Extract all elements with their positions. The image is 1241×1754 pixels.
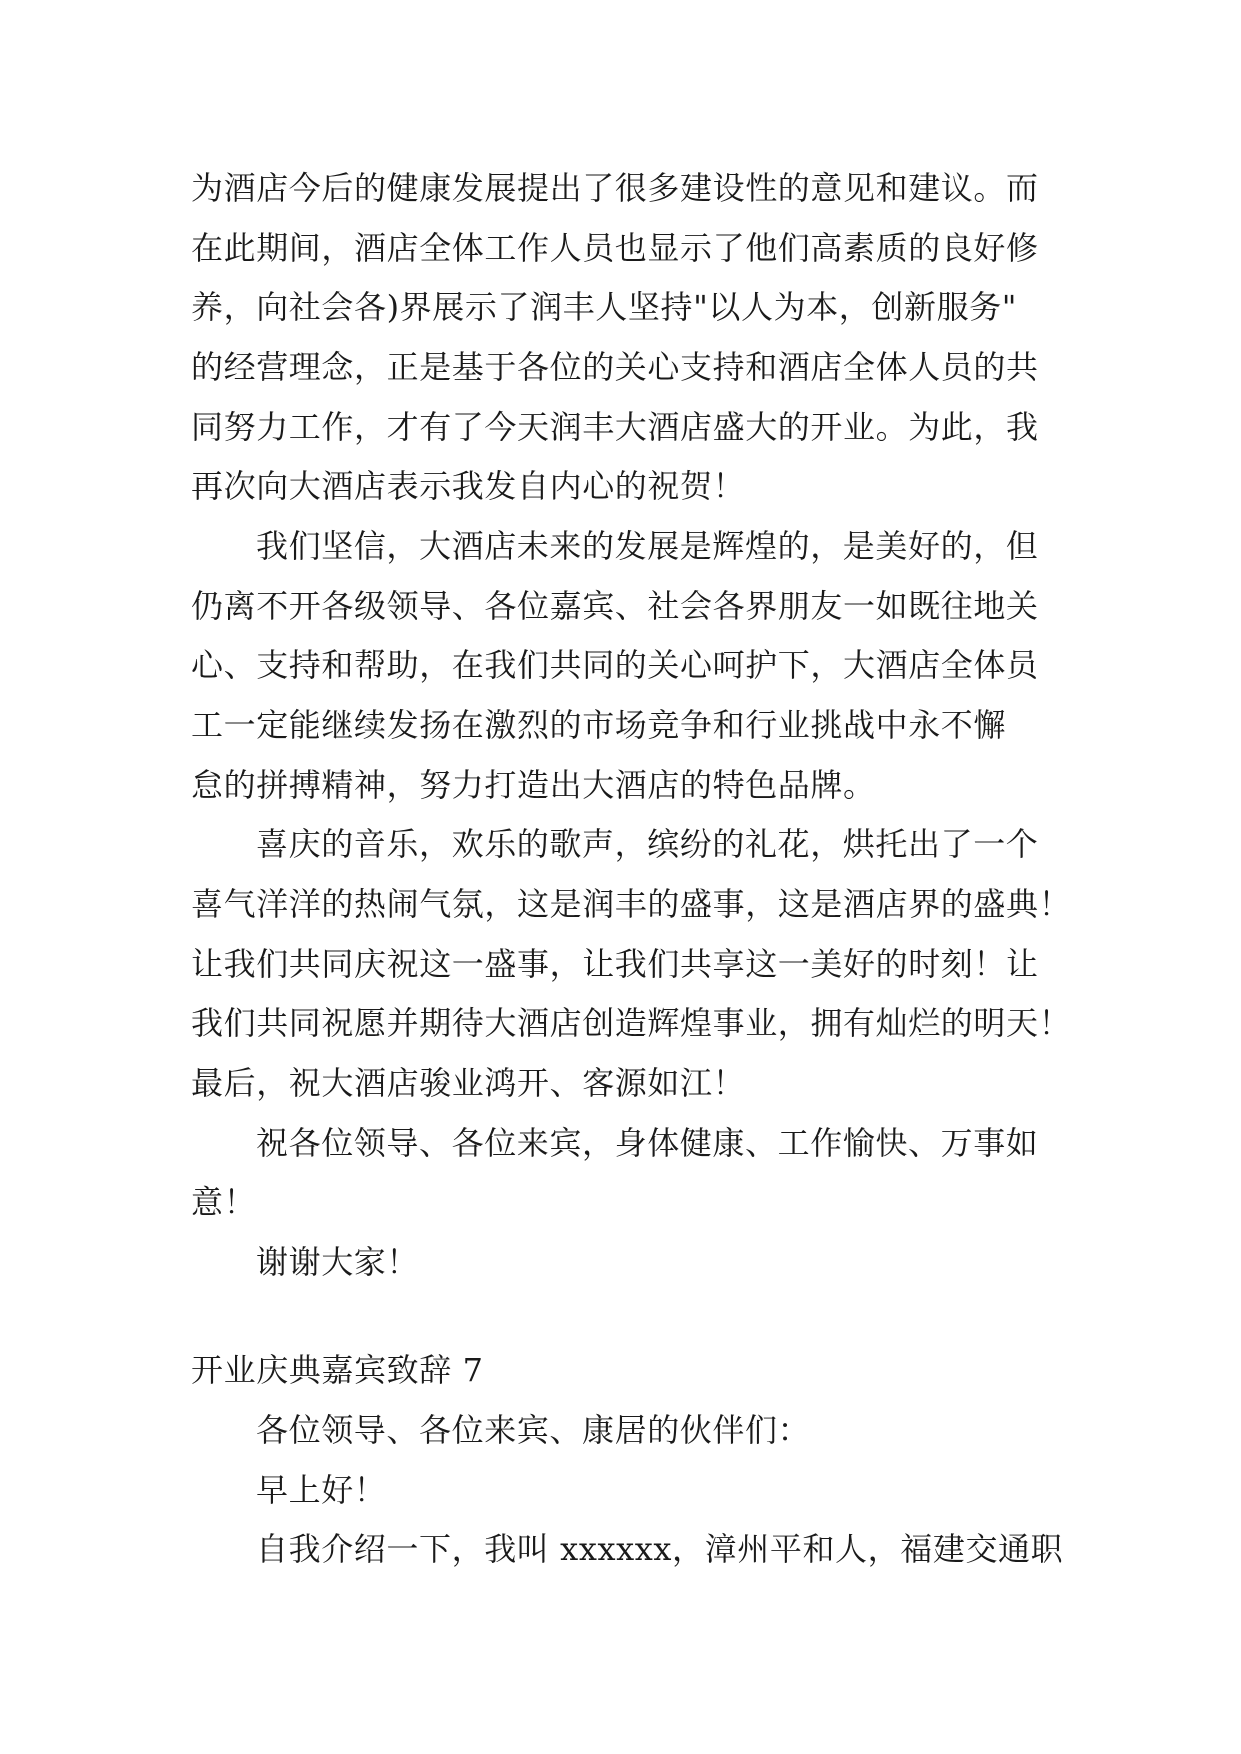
body-line: 最后，祝大酒店骏业鸿开、客源如江！: [191, 1064, 746, 1102]
body-line: 让我们共同庆祝这一盛事，让我们共享这一美好的时刻！让: [191, 945, 1039, 983]
body-line: 意！: [191, 1183, 257, 1221]
paragraph-first-line: 自我介绍一下，我叫 xxxxxx，漳州平和人，福建交通职: [256, 1530, 1064, 1568]
body-line: 我们共同祝愿并期待大酒店创造辉煌事业，拥有灿烂的明天！: [191, 1004, 1072, 1042]
body-line: 喜气洋洋的热闹气氛，这是润丰的盛事，这是酒店界的盛典！: [191, 885, 1072, 923]
section-heading: 开业庆典嘉宾致辞 7: [191, 1351, 484, 1389]
body-line: 怠的拼搏精神，努力打造出大酒店的特色品牌。: [191, 766, 876, 804]
paragraph-first-line: 祝各位领导、各位来宾，身体健康、工作愉快、万事如: [256, 1124, 1039, 1162]
body-line: 为酒店今后的健康发展提出了很多建设性的意见和建议。而: [191, 169, 1039, 207]
body-line: 养，向社会各)界展示了润丰人坚持"以人为本，创新服务": [191, 288, 1018, 326]
greeting-line: 早上好！: [256, 1471, 387, 1509]
body-line: 再次向大酒店表示我发自内心的祝贺！: [191, 467, 746, 505]
body-line: 仍离不开各级领导、各位嘉宾、社会各界朋友一如既往地关: [191, 587, 1039, 625]
paragraph-first-line: 我们坚信，大酒店未来的发展是辉煌的，是美好的，但: [256, 527, 1039, 565]
closing-line: 谢谢大家！: [256, 1243, 420, 1281]
body-line: 同努力工作，才有了今天润丰大酒店盛大的开业。为此，我: [191, 408, 1039, 446]
body-line: 心、支持和帮助，在我们共同的关心呵护下，大酒店全体员: [191, 646, 1039, 684]
body-line: 在此期间，酒店全体工作人员也显示了他们高素质的良好修: [191, 229, 1039, 267]
paragraph-first-line: 喜庆的音乐，欢乐的歌声，缤纷的礼花，烘托出了一个: [256, 825, 1039, 863]
body-line: 工一定能继续发扬在激烈的市场竞争和行业挑战中永不懈: [191, 706, 1007, 744]
body-line: 的经营理念，正是基于各位的关心支持和酒店全体人员的共: [191, 348, 1039, 386]
salutation-line: 各位领导、各位来宾、康居的伙伴们：: [256, 1411, 811, 1449]
